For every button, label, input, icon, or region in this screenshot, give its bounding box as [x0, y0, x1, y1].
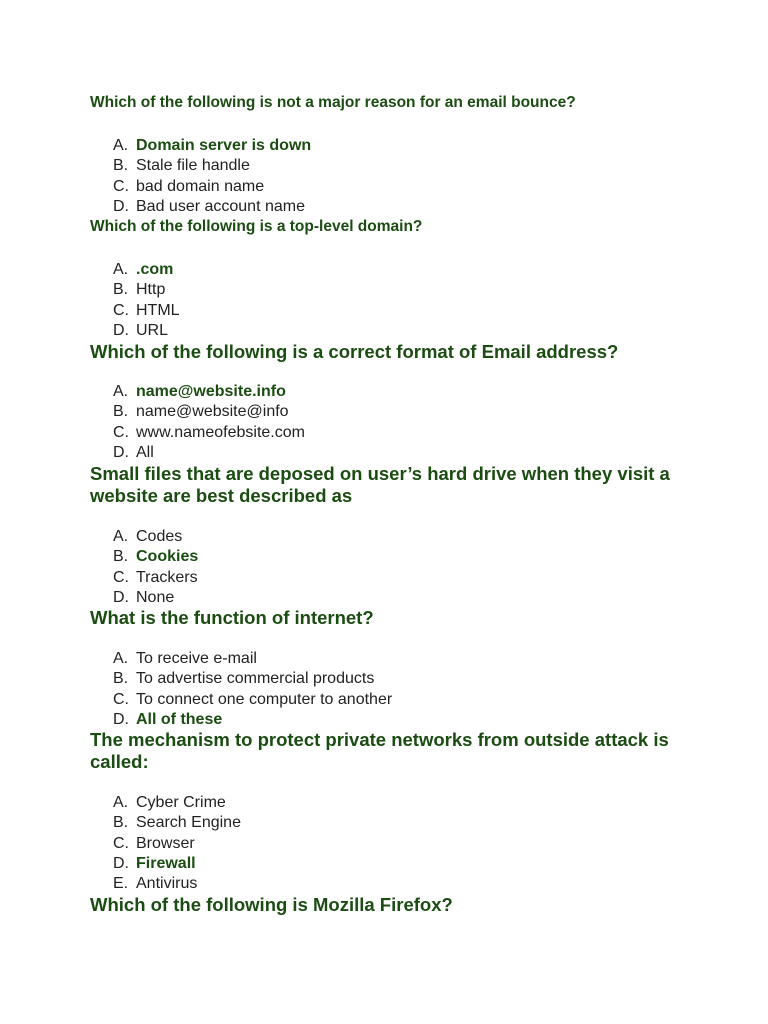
question-1: Which of the following is not a major reason for an email bounce? [90, 94, 576, 111]
question-2: Which of the following is a top-level domain? [90, 218, 423, 235]
option-2b: B. Http [113, 281, 166, 299]
option-6d: D. Firewall [113, 854, 196, 872]
option-5a: A. To receive e-mail [113, 650, 257, 667]
question-5: What is the function of internet? [90, 607, 374, 628]
option-1b: B. Stale file handle [113, 157, 250, 175]
option-2d: D. URL [113, 321, 169, 339]
option-6e: E. Antivirus [113, 875, 198, 893]
question-3: Which of the following is a correct format of Email address? [90, 341, 619, 362]
option-5b: B. To advertise commercial products [113, 670, 375, 688]
option-2a: A. .com [113, 261, 174, 278]
question-4: Small files that are deposed on user’s hard drive when they visit a website are best described as [90, 463, 670, 506]
options-2 [113, 260, 180, 341]
question-6: The mechanism to protect private networks from outside attack is called: [90, 729, 669, 772]
option-6a: A. Cyber Crime [113, 794, 226, 811]
options-1 [113, 136, 311, 217]
option-1a: A. Domain server is down [113, 137, 312, 154]
options-6 [113, 793, 241, 894]
option-6b: B. Search Engine [113, 814, 241, 832]
option-4a: A. Codes [113, 528, 183, 545]
option-2c: C. HTML [113, 301, 180, 319]
option-5c: C. To connect one computer to another [113, 690, 393, 708]
option-4c: C. Trackers [113, 568, 198, 586]
options-3 [113, 382, 305, 463]
option-3d: D. All [113, 443, 154, 461]
options-4 [113, 527, 198, 608]
options-5 [113, 649, 392, 730]
option-3c: C. www.nameofebsite.com [113, 423, 305, 441]
option-1c: C. bad domain name [113, 177, 265, 195]
option-4b: B. Cookies [113, 548, 199, 566]
option-1d: D. Bad user account name [113, 197, 305, 215]
option-4d: D. None [113, 588, 175, 606]
option-5d: D. All of these [113, 710, 223, 728]
option-6c: C. Browser [113, 834, 195, 852]
option-3b: B. name@website@info [113, 403, 289, 421]
option-3a: A. name@website.info [113, 383, 286, 400]
question-7: Which of the following is Mozilla Firefox? [90, 894, 453, 915]
